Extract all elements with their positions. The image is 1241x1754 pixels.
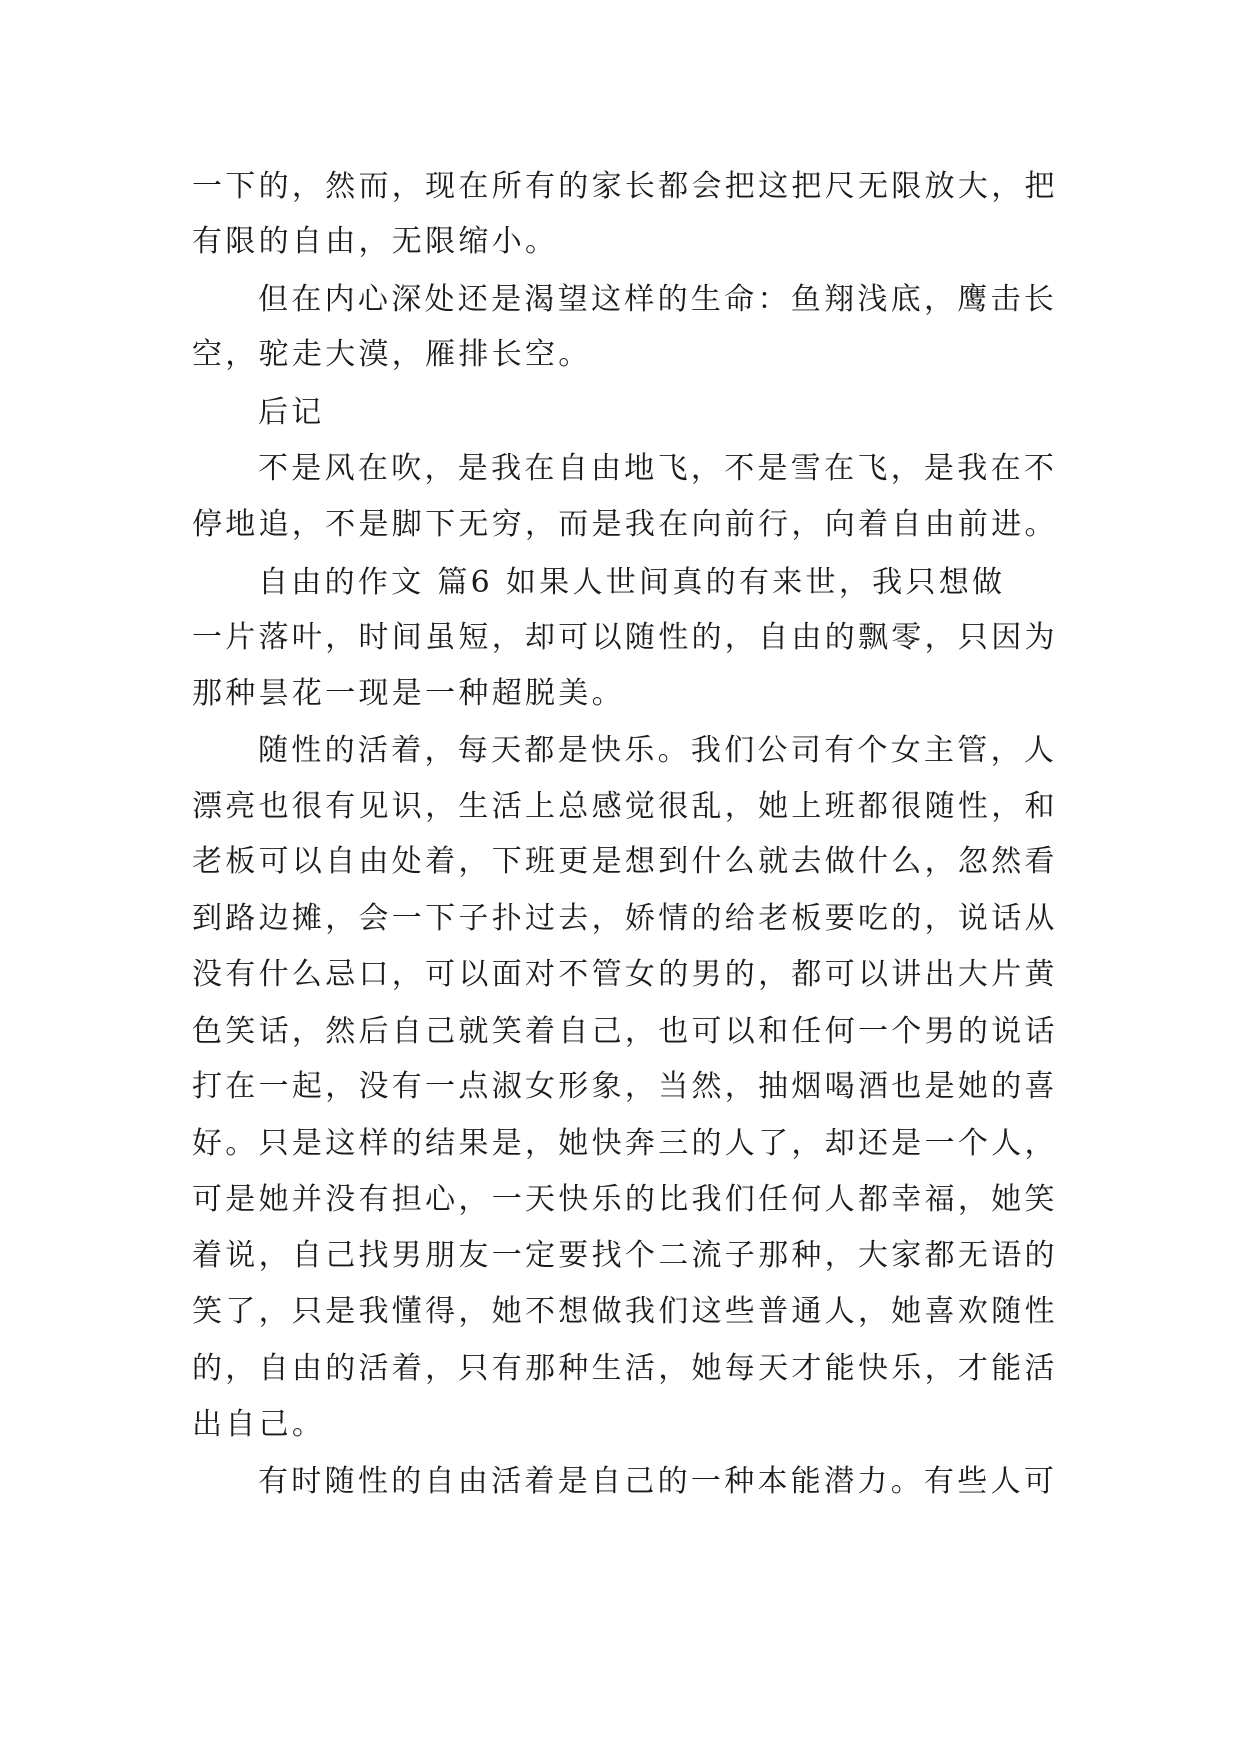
text-line: 有限的自由，无限缩小。 [192, 224, 559, 259]
text-line: 的，自由的活着，只有那种生活，她每天才能快乐，才能活 [192, 1351, 1058, 1386]
text-line: 色笑话，然后自己就笑着自己，也可以和任何一个男的说话 [192, 1014, 1058, 1049]
paragraph-start-line: 不是风在吹，是我在自由地飞，不是雪在飞，是我在不 [258, 451, 1058, 486]
text-line: 到路边摊，会一下子扑过去，娇情的给老板要吃的，说话从 [192, 901, 1058, 936]
section-heading: 后记 [258, 395, 325, 430]
paragraph-start-line: 有时随性的自由活着是自己的一种本能潜力。有些人可 [258, 1464, 1058, 1499]
essay-title-line: 自由的作文 篇6 如果人世间真的有来世，我只想做 [258, 565, 1006, 600]
text-line: 漂亮也很有见识，生活上总感觉很乱，她上班都很随性，和 [192, 789, 1058, 824]
text-line: 空，驼走大漠，雁排长空。 [192, 337, 592, 372]
text-line: 一片落叶，时间虽短，却可以随性的，自由的飘零，只因为 [192, 620, 1058, 655]
text-line: 没有什么忌口，可以面对不管女的男的，都可以讲出大片黄 [192, 957, 1058, 992]
text-line: 那种昙花一现是一种超脱美。 [192, 676, 625, 711]
text-line: 好。只是这样的结果是，她快奔三的人了，却还是一个人， [192, 1126, 1058, 1161]
text-line: 着说，自己找男朋友一定要找个二流子那种，大家都无语的 [192, 1238, 1058, 1273]
paragraph-start-line: 随性的活着，每天都是快乐。我们公司有个女主管，人 [258, 733, 1058, 768]
text-line: 老板可以自由处着，下班更是想到什么就去做什么，忽然看 [192, 844, 1058, 879]
text-line: 一下的，然而，现在所有的家长都会把这把尺无限放大，把 [192, 169, 1058, 204]
text-line: 可是她并没有担心，一天快乐的比我们任何人都幸福，她笑 [192, 1182, 1058, 1217]
text-line: 出自己。 [192, 1407, 326, 1442]
text-line: 打在一起，没有一点淑女形象，当然，抽烟喝酒也是她的喜 [192, 1069, 1058, 1104]
paragraph-start-line: 但在内心深处还是渴望这样的生命：鱼翔浅底，鹰击长 [258, 282, 1058, 317]
text-line: 停地追，不是脚下无穷，而是我在向前行，向着自由前进。 [192, 507, 1058, 542]
text-line: 笑了，只是我懂得，她不想做我们这些普通人，她喜欢随性 [192, 1294, 1058, 1329]
